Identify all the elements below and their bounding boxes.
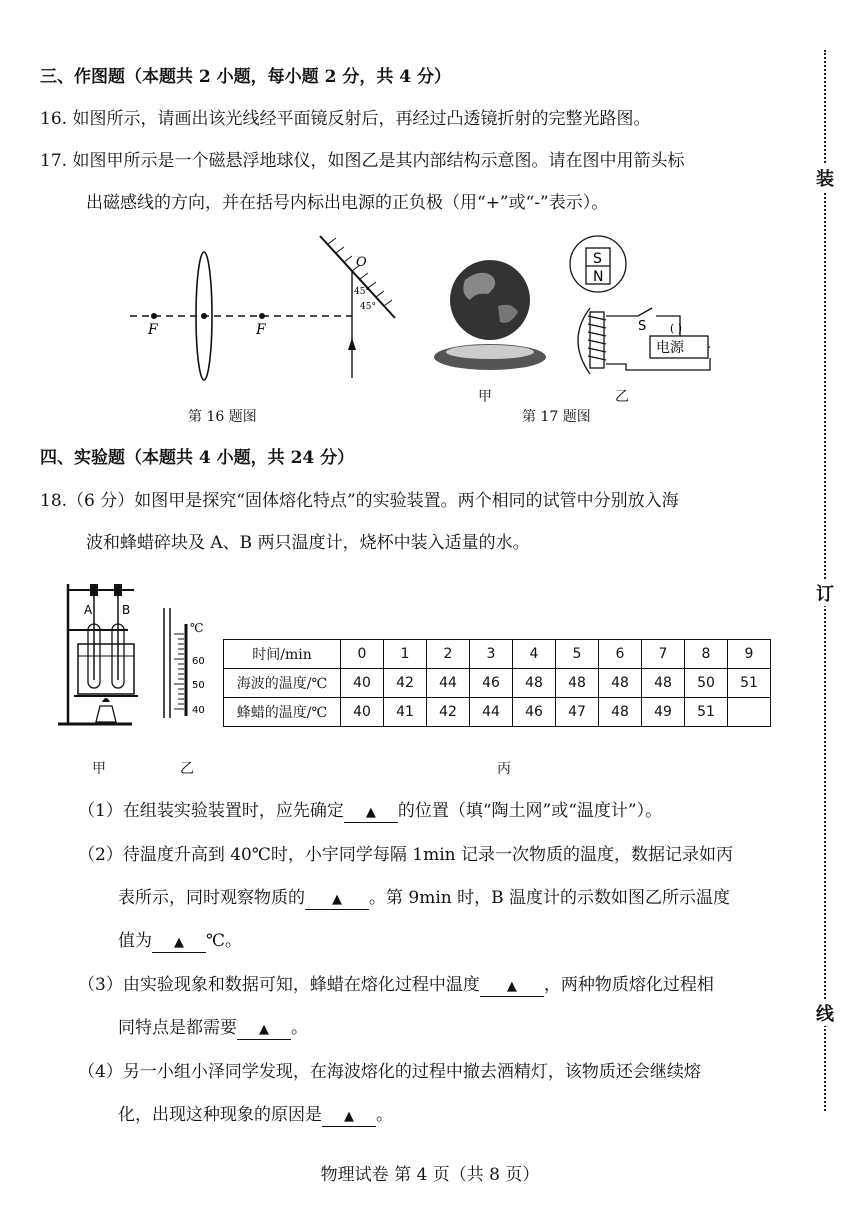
figure-18-apparatus: [56, 574, 156, 734]
table-cell: 48: [599, 698, 642, 727]
figure-17-caption: 第 17 题图: [522, 409, 591, 425]
answer-blank[interactable]: ▲: [480, 976, 544, 997]
table-cell: 48: [599, 669, 642, 698]
focus-label-right: F: [256, 322, 266, 338]
ray-arrow: [348, 338, 356, 350]
table-cell: 48: [556, 669, 599, 698]
answer-blank[interactable]: ▲: [344, 802, 398, 823]
figure-17-globe: [430, 254, 555, 379]
binding-char-zhuang: 装: [812, 165, 838, 191]
table-cell: 4: [513, 640, 556, 669]
table-cell: 49: [642, 698, 685, 727]
figure-18-label-jia: 甲: [92, 761, 106, 777]
flame: [102, 698, 110, 702]
question-16: 16. 如图所示，请画出该光线经平面镜反射后，再经过凸透镜折射的完整光路图。: [40, 109, 651, 129]
table-row-label-haibo: 海波的温度/℃: [224, 669, 341, 698]
table-cell: 50: [685, 669, 728, 698]
answer-blank[interactable]: ▲: [152, 932, 206, 953]
temperature-table: [223, 639, 771, 727]
magnet-s-label: S: [593, 251, 602, 267]
tick-40: 40: [192, 705, 205, 716]
table-cell: 48: [642, 669, 685, 698]
figure-18-thermometer: [160, 604, 216, 722]
polarity-bracket: ( ): [670, 322, 683, 335]
subquestion-4-line2: 化，出现这种现象的原因是 ▲ 。: [118, 1105, 393, 1125]
switch: [638, 308, 652, 316]
thermometer-unit: ℃: [190, 621, 204, 635]
table-row: [224, 640, 771, 669]
section4-heading: 四、实验题（本题共 4 小题，共 24 分）: [40, 448, 355, 468]
focus-label-left: F: [148, 322, 158, 338]
angle-label-1: 45°: [354, 287, 370, 297]
question-18-line2: 波和蜂蜡碎块及 A、B 两只温度计，烧杯中装入适量的水。: [86, 533, 530, 553]
table-cell: 8: [685, 640, 728, 669]
table-row: [224, 698, 771, 727]
globe: [450, 260, 530, 340]
section3-heading: 三、作图题（本题共 2 小题，每小题 2 分，共 4 分）: [40, 67, 451, 87]
figure-17-label-jia: 甲: [478, 389, 492, 405]
subquestion-4-line1: （4）另一小组小泽同学发现，在海波熔化的过程中撤去酒精灯，该物质还会继续熔: [78, 1062, 701, 1082]
binding-char-ding: 订: [812, 580, 838, 606]
plane-mirror: [320, 236, 395, 318]
table-cell: 6: [599, 640, 642, 669]
table-cell: 44: [427, 669, 470, 698]
coil: [588, 316, 606, 360]
table-cell: 47: [556, 698, 599, 727]
page-footer: 物理试卷 第 4 页（共 8 页）: [320, 1165, 540, 1185]
table-cell: 44: [470, 698, 513, 727]
table-cell: 0: [341, 640, 384, 669]
answer-blank[interactable]: ▲: [322, 1106, 376, 1127]
point-o-label: O: [356, 255, 367, 270]
focus-right: [259, 313, 265, 319]
table-cell: 42: [384, 669, 427, 698]
beaker: [78, 644, 134, 694]
table-cell: 42: [427, 698, 470, 727]
thermometer-a-label: A: [84, 603, 93, 617]
power-label: 电源: [656, 340, 684, 356]
subquestion-1: （1）在组装实验装置时，应先确定 ▲ 的位置（填“陶土网”或“温度计”）。: [78, 801, 663, 821]
figure-18-label-yi: 乙: [180, 761, 194, 777]
table-cell: 51: [728, 669, 771, 698]
table-cell: 3: [470, 640, 513, 669]
figure-17-circuit: [560, 232, 720, 382]
tick-50: 50: [192, 680, 205, 691]
table-header-time: 时间/min: [224, 640, 341, 669]
figure-18-label-bing: 丙: [497, 761, 511, 777]
magnet-n-label: N: [593, 269, 604, 285]
table-cell: 46: [513, 698, 556, 727]
table-row-label-fengla: 蜂蜡的温度/℃: [224, 698, 341, 727]
answer-blank[interactable]: ▲: [305, 889, 369, 910]
table-cell: 51: [685, 698, 728, 727]
answer-blank[interactable]: ▲: [237, 1019, 291, 1040]
table-cell: 40: [341, 698, 384, 727]
question-18-line1: 18.（6 分）如图甲是探究“固体熔化特点”的实验装置。两个相同的试管中分别放入海: [40, 491, 679, 511]
subquestion-3-line2: 同特点是都需要 ▲ 。: [118, 1018, 308, 1038]
lens-center: [201, 313, 207, 319]
table-cell: 41: [384, 698, 427, 727]
binding-line: [812, 50, 842, 1111]
table-cell: 48: [513, 669, 556, 698]
table-row: [224, 669, 771, 698]
focus-left: [151, 313, 157, 319]
question-17-line1: 17. 如图甲所示是一个磁悬浮地球仪，如图乙是其内部结构示意图。请在图中用箭头标: [40, 151, 685, 171]
subquestion-2-line1: （2）待温度升高到 40℃时，小宇同学每隔 1min 记录一次物质的温度，数据记录如丙: [78, 845, 733, 865]
figure-16-caption: 第 16 题图: [188, 409, 257, 425]
table-cell: 46: [470, 669, 513, 698]
table-cell: 5: [556, 640, 599, 669]
table-cell: [728, 698, 771, 727]
table-cell: 2: [427, 640, 470, 669]
subquestion-2-line3: 值为 ▲ ℃。: [118, 931, 243, 951]
tick-60: 60: [192, 656, 205, 667]
figure-16: [120, 230, 410, 385]
table-cell: 1: [384, 640, 427, 669]
coil-housing: [578, 308, 590, 374]
alcohol-lamp: [96, 706, 116, 722]
thermometer-b-label: B: [122, 603, 131, 617]
table-cell: 40: [341, 669, 384, 698]
subquestion-3-line1: （3）由实验现象和数据可知，蜂蜡在熔化过程中温度 ▲ ，两种物质熔化过程相: [78, 975, 714, 995]
angle-label-2: 45°: [360, 302, 376, 312]
thermometer-scale: [174, 634, 184, 709]
table-cell: 9: [728, 640, 771, 669]
subquestion-2-line2: 表所示，同时观察物质的 ▲ 。第 9min 时，B 温度计的示数如图乙所示温度: [118, 888, 731, 908]
figure-17-label-yi: 乙: [615, 389, 629, 405]
table-cell: 7: [642, 640, 685, 669]
question-17-line2: 出磁感线的方向，并在括号内标出电源的正负极（用“+”或“-”表示）。: [86, 193, 609, 213]
binding-char-xian: 线: [812, 1000, 838, 1026]
switch-s-label: S: [638, 319, 647, 334]
